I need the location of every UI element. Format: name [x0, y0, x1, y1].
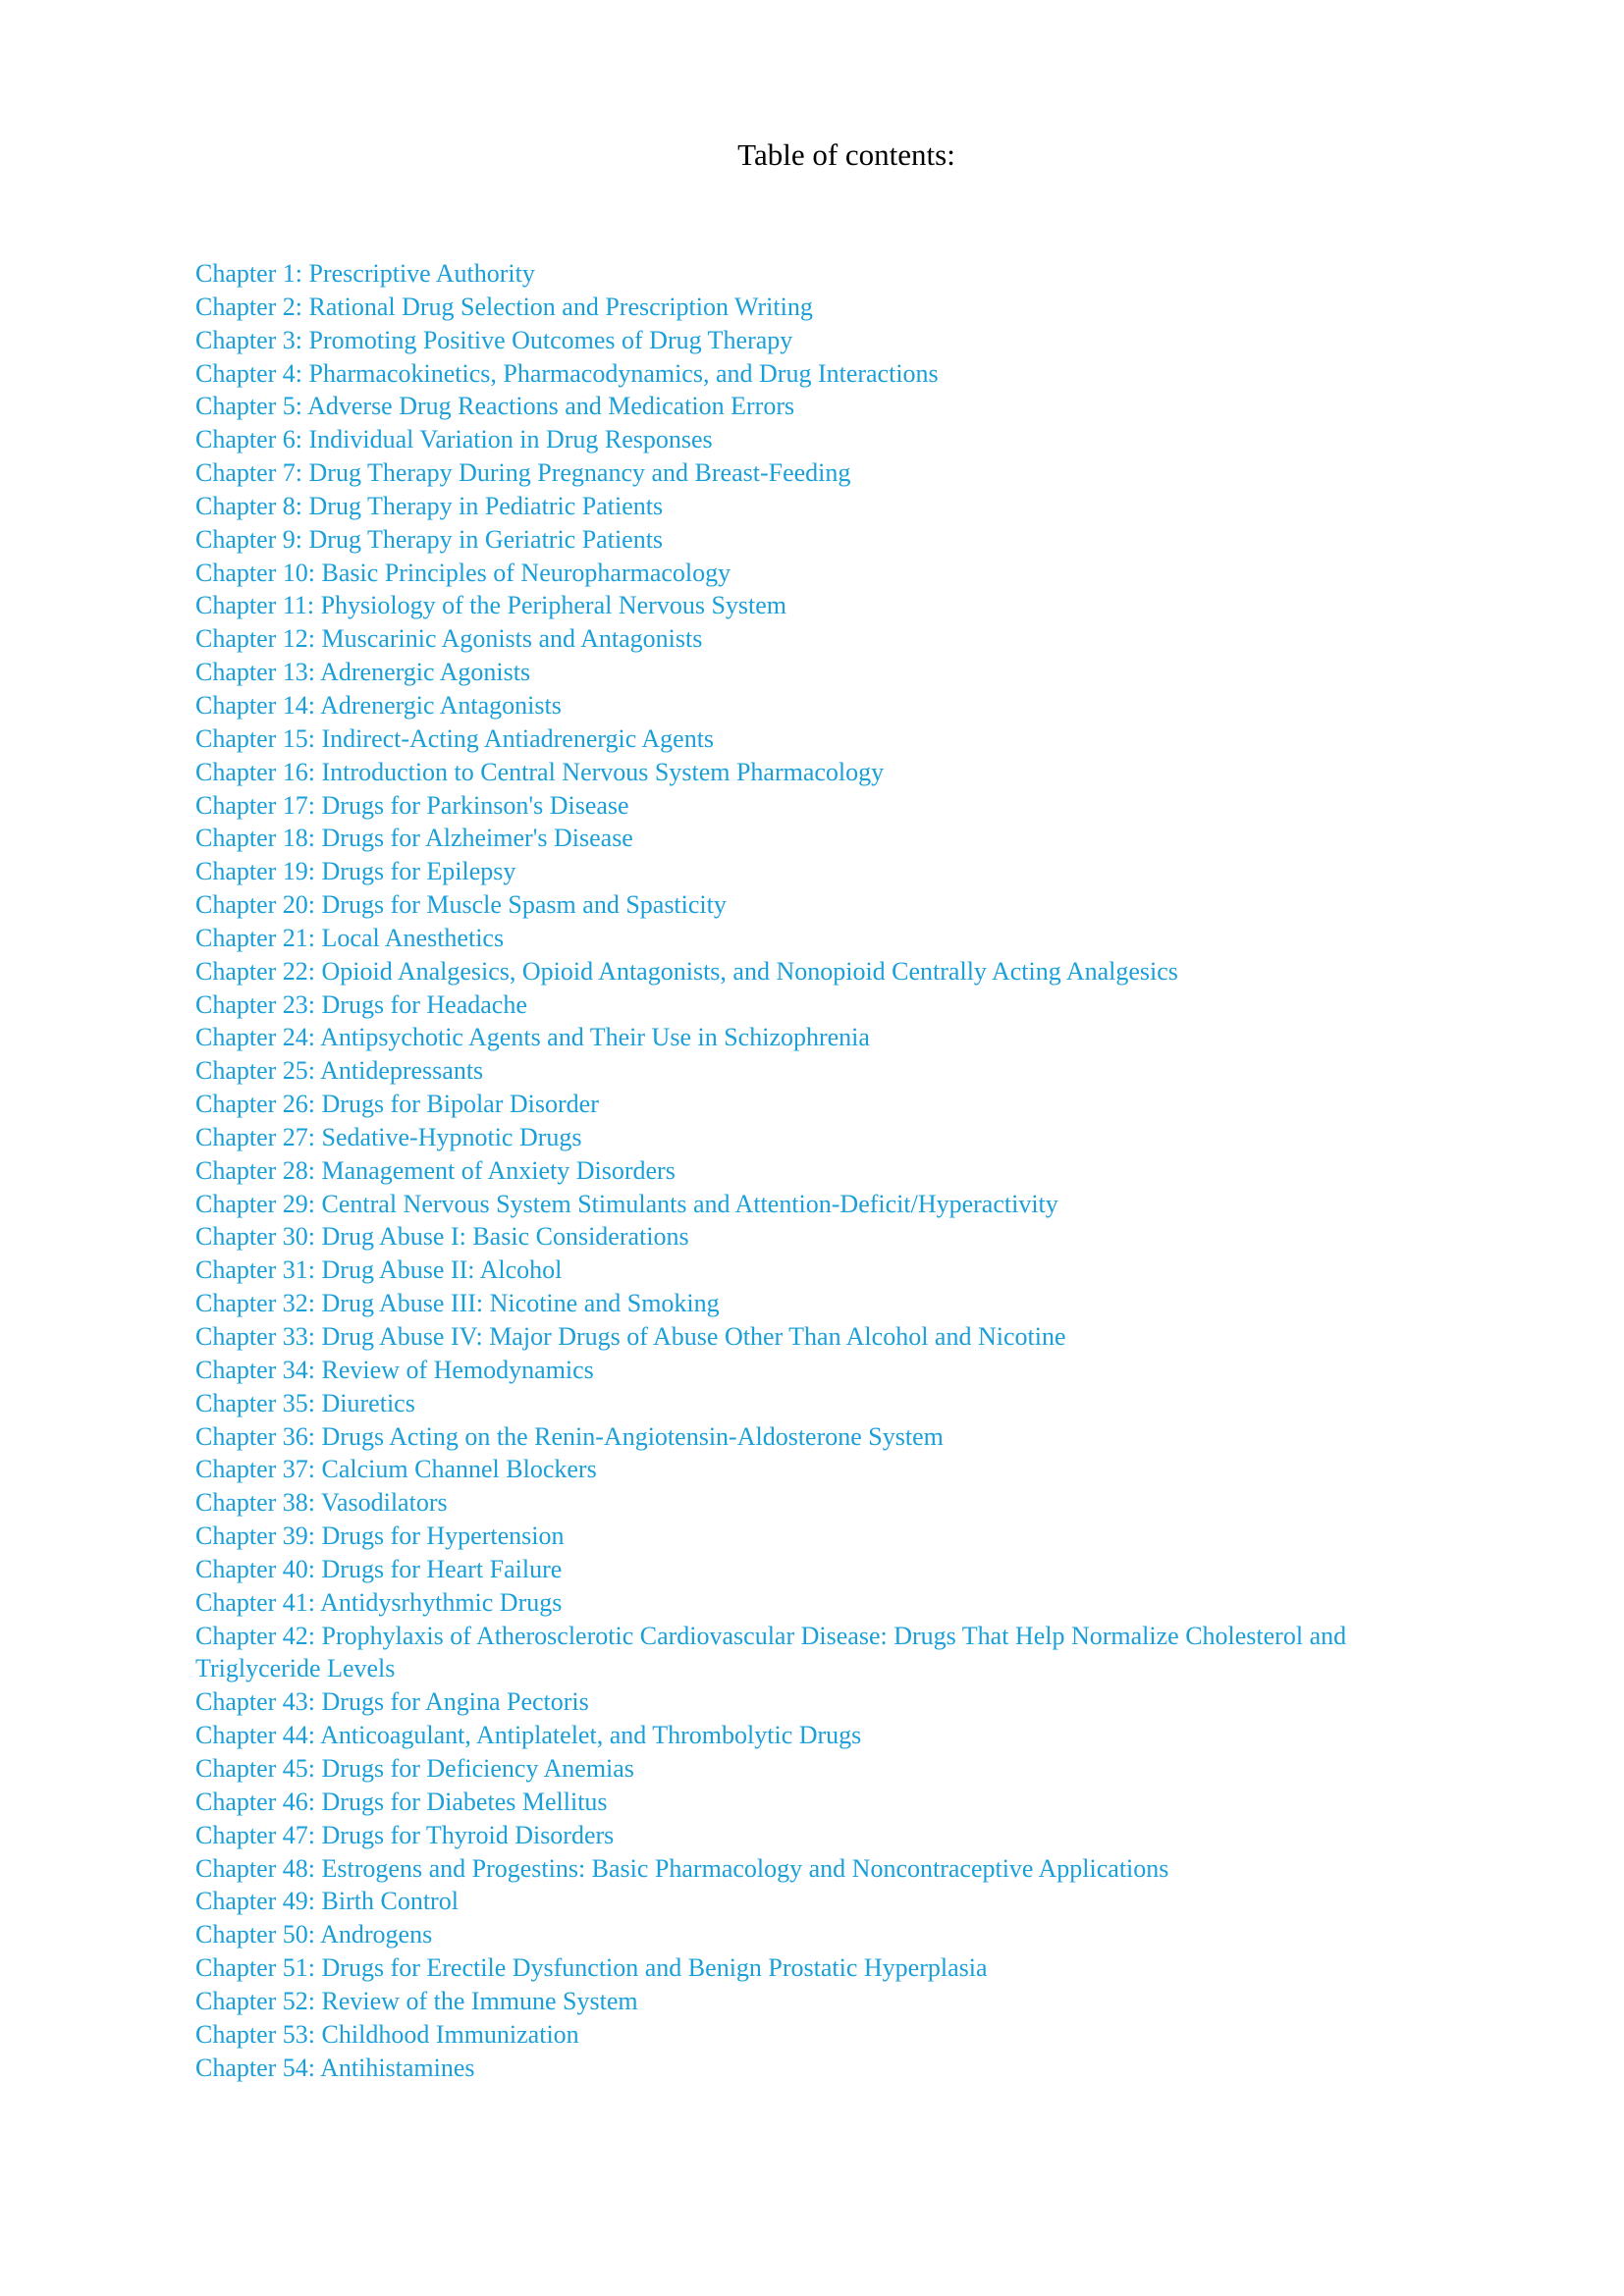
toc-link-chapter-17[interactable]: Chapter 17: Drugs for Parkinson's Disease — [195, 790, 629, 820]
toc-link-chapter-43[interactable]: Chapter 43: Drugs for Angina Pectoris — [195, 1687, 589, 1717]
toc-list — [195, 257, 1472, 2084]
toc-link-chapter-42-continued[interactable]: Triglyceride Levels — [195, 1654, 396, 1683]
toc-link-chapter-40[interactable]: Chapter 40: Drugs for Heart Failure — [195, 1554, 563, 1583]
toc-link-chapter-29[interactable]: Chapter 29: Central Nervous System Stimulants and Attention-Deficit/Hyperactivity — [195, 1189, 1058, 1218]
toc-link-chapter-9[interactable]: Chapter 9: Drug Therapy in Geriatric Patients — [195, 524, 664, 554]
toc-link-chapter-44[interactable]: Chapter 44: Anticoagulant, Antiplatelet, and Thrombolytic Drugs — [195, 1721, 862, 1750]
toc-link-chapter-28[interactable]: Chapter 28: Management of Anxiety Disorders — [195, 1155, 676, 1185]
toc-link-chapter-22[interactable]: Chapter 22: Opioid Analgesics, Opioid Antagonists, and Nonopioid Centrally Acting Analgesics — [195, 956, 1178, 986]
toc-link-chapter-21[interactable]: Chapter 21: Local Anesthetics — [195, 923, 505, 952]
toc-link-chapter-25[interactable]: Chapter 25: Antidepressants — [195, 1056, 484, 1086]
toc-link-chapter-12[interactable]: Chapter 12: Muscarinic Agonists and Antagonists — [195, 624, 703, 654]
toc-link-chapter-34[interactable]: Chapter 34: Review of Hemodynamics — [195, 1355, 594, 1384]
toc-title: Table of contents: — [737, 137, 955, 172]
toc-link-chapter-32[interactable]: Chapter 32: Drug Abuse III: Nicotine and Smoking — [195, 1289, 720, 1318]
toc-link-chapter-35[interactable]: Chapter 35: Diuretics — [195, 1388, 415, 1417]
toc-link-chapter-49[interactable]: Chapter 49: Birth Control — [195, 1887, 459, 1916]
toc-link-chapter-26[interactable]: Chapter 26: Drugs for Bipolar Disorder — [195, 1090, 599, 1119]
toc-link-chapter-36[interactable]: Chapter 36: Drugs Acting on the Renin-Angiotensin-Aldosterone System — [195, 1421, 944, 1451]
toc-link-chapter-19[interactable]: Chapter 19: Drugs for Epilepsy — [195, 857, 516, 886]
toc-link-chapter-27[interactable]: Chapter 27: Sedative-Hypnotic Drugs — [195, 1122, 582, 1151]
toc-link-chapter-45[interactable]: Chapter 45: Drugs for Deficiency Anemias — [195, 1753, 634, 1783]
toc-link-chapter-41[interactable]: Chapter 41: Antidysrhythmic Drugs — [195, 1587, 563, 1617]
toc-link-chapter-24[interactable]: Chapter 24: Antipsychotic Agents and Their Use in Schizophrenia — [195, 1023, 870, 1052]
toc-link-chapter-10[interactable]: Chapter 10: Basic Principles of Neuropharmacology — [195, 558, 731, 587]
toc-link-chapter-20[interactable]: Chapter 20: Drugs for Muscle Spasm and Spasticity — [195, 890, 727, 920]
toc-link-chapter-15[interactable]: Chapter 15: Indirect-Acting Antiadrenergic Agents — [195, 723, 715, 753]
toc-link-chapter-23[interactable]: Chapter 23: Drugs for Headache — [195, 989, 527, 1019]
toc-link-chapter-47[interactable]: Chapter 47: Drugs for Thyroid Disorders — [195, 1820, 615, 1849]
toc-link-chapter-1[interactable]: Chapter 1: Prescriptive Authority — [195, 259, 535, 288]
toc-link-chapter-14[interactable]: Chapter 14: Adrenergic Antagonists — [195, 690, 562, 720]
toc-link-chapter-52[interactable]: Chapter 52: Review of the Immune System — [195, 1986, 638, 2015]
toc-link-chapter-8[interactable]: Chapter 8: Drug Therapy in Pediatric Patients — [195, 491, 664, 520]
toc-link-chapter-18[interactable]: Chapter 18: Drugs for Alzheimer's Disease — [195, 824, 633, 853]
toc-link-chapter-3[interactable]: Chapter 3: Promoting Positive Outcomes of Drug Therapy — [195, 325, 793, 354]
toc-link-chapter-5[interactable]: Chapter 5: Adverse Drug Reactions and Medication Errors — [195, 392, 795, 421]
toc-link-chapter-7[interactable]: Chapter 7: Drug Therapy During Pregnancy and Breast-Feeding — [195, 458, 851, 488]
toc-link-chapter-53[interactable]: Chapter 53: Childhood Immunization — [195, 2019, 579, 2049]
toc-link-chapter-38[interactable]: Chapter 38: Vasodilators — [195, 1488, 448, 1518]
toc-link-chapter-39[interactable]: Chapter 39: Drugs for Hypertension — [195, 1522, 565, 1551]
toc-link-chapter-54[interactable]: Chapter 54: Antihistamines — [195, 2053, 475, 2082]
toc-link-chapter-4[interactable]: Chapter 4: Pharmacokinetics, Pharmacodynamics, and Drug Interactions — [195, 358, 939, 388]
toc-link-chapter-13[interactable]: Chapter 13: Adrenergic Agonists — [195, 658, 531, 687]
toc-link-chapter-31[interactable]: Chapter 31: Drug Abuse II: Alcohol — [195, 1255, 563, 1285]
toc-link-chapter-11[interactable]: Chapter 11: Physiology of the Peripheral Nervous System — [195, 591, 787, 620]
toc-link-chapter-48[interactable]: Chapter 48: Estrogens and Progestins: Basic Pharmacology and Noncontraceptive Applications — [195, 1853, 1169, 1883]
toc-link-chapter-46[interactable]: Chapter 46: Drugs for Diabetes Mellitus — [195, 1787, 608, 1816]
toc-link-chapter-16[interactable]: Chapter 16: Introduction to Central Nervous System Pharmacology — [195, 757, 885, 786]
toc-link-chapter-6[interactable]: Chapter 6: Individual Variation in Drug Responses — [195, 425, 713, 454]
toc-link-chapter-33[interactable]: Chapter 33: Drug Abuse IV: Major Drugs of Abuse Other Than Alcohol and Nicotine — [195, 1322, 1066, 1351]
toc-link-chapter-42[interactable]: Chapter 42: Prophylaxis of Atherosclerotic Cardiovascular Disease: Drugs That Help Normalize Cholesterol and — [195, 1621, 1347, 1650]
toc-link-chapter-2[interactable]: Chapter 2: Rational Drug Selection and Prescription Writing — [195, 292, 813, 321]
toc-link-chapter-30[interactable]: Chapter 30: Drug Abuse I: Basic Considerations — [195, 1222, 689, 1252]
toc-link-chapter-51[interactable]: Chapter 51: Drugs for Erectile Dysfunction and Benign Prostatic Hyperplasia — [195, 1953, 988, 1983]
toc-link-chapter-37[interactable]: Chapter 37: Calcium Channel Blockers — [195, 1455, 597, 1484]
toc-link-chapter-50[interactable]: Chapter 50: Androgens — [195, 1920, 433, 1949]
